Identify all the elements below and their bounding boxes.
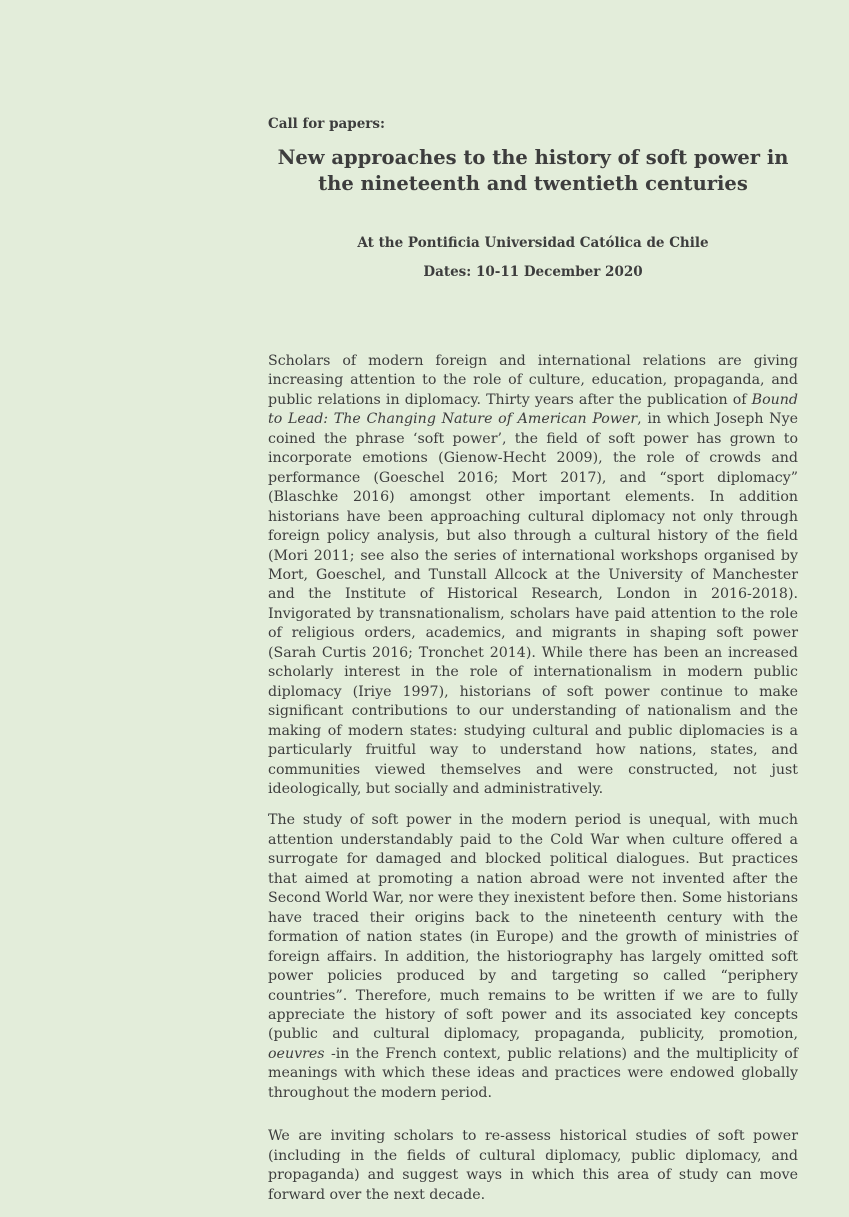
body-text [268,352,798,1217]
document-title: New approaches to the history of soft power in the nineteenth and twentieth centuries [277,146,789,195]
paragraph-2-text-a: The study of soft power in the modern period is unequal, with much attention understandably paid to the Cold War when culture offered a surrogate for damaged and blocked political dialogues. But practices that aimed at promoting a nation abroad were not invented after the Second World War, nor were they inexistent before then. Some historians have traced their origins back to the nineteenth century with the formation of nation states (in Europe) and the growth of ministries of foreign affairs. In addition, the historiography has largely omitted soft power policies produced by and targeting so called “periphery countries”. Therefore, much remains to be written if we are to fully appreciate the history of soft power and its associated key concepts (public and cultural diplomacy, propaganda, publicity, promotion, [268,812,798,1043]
book-title: Bound to Lead: The Changing Nature of American Power [268,391,798,428]
dates-line: Dates: 10-11 December 2020 [423,264,643,280]
paragraph-1-text-a: Scholars of modern foreign and international relations are giving increasing attention to the role of culture, education, propaganda, and public relations in diplomacy. Thirty years after the publication of [268,353,798,408]
paragraph-2-text-b: -in the French context, public relations) and the multiplicity of meanings with which these ideas and practices were endowed globally throughout the modern period. [268,1045,798,1101]
paragraph-1 [268,352,798,799]
call-for-papers-label: Call for papers: [268,116,385,132]
italic-term: oeuvres [268,1045,325,1062]
paragraph-2 [268,811,798,1103]
paragraph-1-text-b: , in which Joseph Nye coined the phrase ‘soft power’, the field of soft power has grown to incorporate emotions (Gienow-Hecht 2009), the role of crowds and performance (Goeschel 2016; Mort 2017), and “sport diplomacy” (Blaschke 2016) amongst other important elements. In addition historians have been approaching cultural diplomacy not only through foreign policy analysis, but also through a cultural history of the field (Mori 2011; see also the series of international workshops organised by Mort, Goeschel, and Tunstall Allcock at the University of Manchester and the Institute of Historical Research, London in 2016-2018). Invigorated by transnationalism, scholars have paid attention to the role of religious orders, academics, and migrants in shaping soft power (Sarah Curtis 2016; Tronchet 2014). While there has been an increased scholarly interest in the role of internationalism in modern public diplomacy (Iriye 1997), historians of soft power continue to make significant contributions to our understanding of nationalism and the making of modern states: studying cultural and public diplomacies is a particularly fruitful way to understand how nations, states, and communities viewed themselves and were constructed, not just ideologically, but socially and administratively. [268,411,798,797]
paragraph-3: We are inviting scholars to re-assess historical studies of soft power (including in the fields of cultural diplomacy, public diplomacy, and propaganda) and suggest ways in which this area of study can move forward over the next decade. [268,1128,798,1203]
venue-line: At the Pontificia Universidad Católica de Chile [357,235,709,251]
